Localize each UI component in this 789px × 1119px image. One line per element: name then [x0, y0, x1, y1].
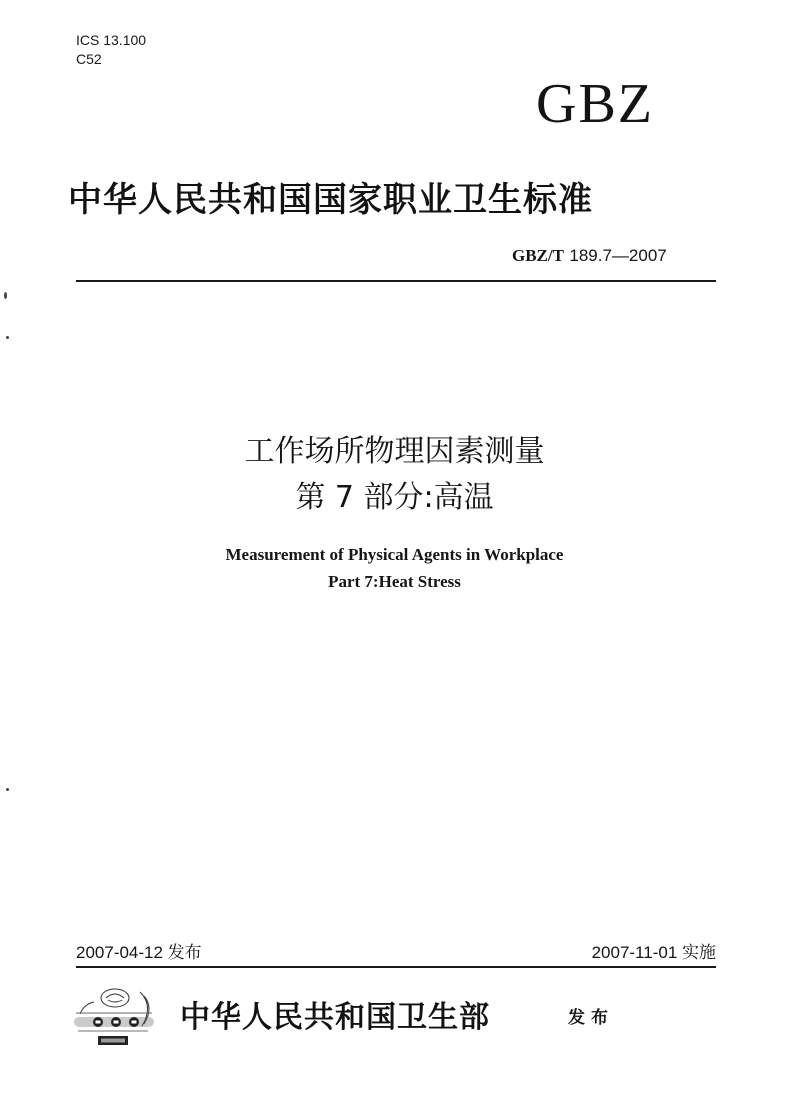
implementation-date: 2007-11-01 实施 — [591, 943, 716, 962]
organization-title: 中华人民共和国国家职业卫生标准 — [68, 180, 593, 220]
bottom-divider — [76, 966, 716, 968]
title-en-line2: Part 7:Heat Stress — [328, 572, 461, 591]
scan-speck — [6, 788, 9, 791]
ministry-emblem-icon — [70, 984, 160, 1048]
classification-codes — [76, 31, 146, 69]
ccs-code: C52 — [76, 51, 102, 67]
scan-speck — [4, 292, 7, 299]
scan-speck — [6, 336, 9, 339]
title-en-line1: Measurement of Physical Agents in Workplace — [225, 545, 564, 564]
issue-date: 2007-04-12 发布 — [76, 943, 202, 962]
standard-mark: GBZ — [536, 73, 654, 135]
issuer-action: 发布 — [568, 1008, 614, 1028]
title-zh-line2: 第 7 部分:高温 — [295, 480, 494, 515]
standard-code-number: 189.7—2007 — [569, 246, 667, 265]
standard-code-prefix: GBZ/T — [512, 246, 564, 265]
issuer-name: 中华人民共和国卫生部 — [180, 1000, 490, 1035]
standard-code — [512, 245, 667, 267]
ics-code: ICS 13.100 — [76, 32, 147, 48]
title-zh-line1: 工作场所物理因素测量 — [244, 434, 545, 469]
top-divider — [76, 280, 716, 282]
